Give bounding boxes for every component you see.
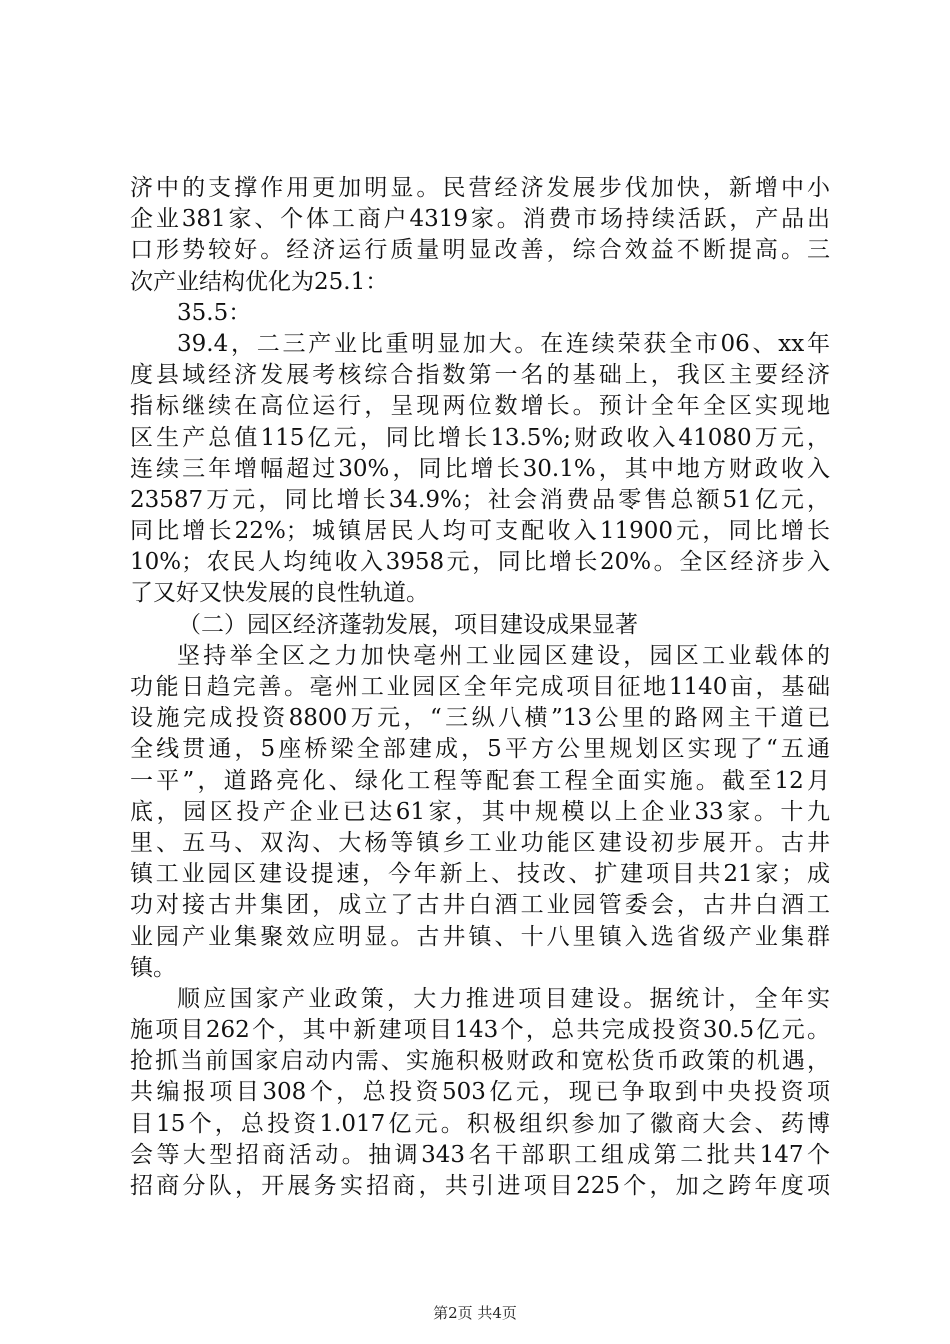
text-line: 里、五马、双沟、大杨等镇乡工业功能区建设初步展开。古井 — [130, 829, 830, 856]
text-line: 全线贯通，5座桥梁全部建成，5平方公里规划区实现了“五通 — [130, 736, 830, 763]
text-line: 镇工业园区建设提速，今年新上、技改、扩建项目共21家；成 — [130, 861, 830, 888]
page-number-label: 第2页 共4页 — [433, 1304, 517, 1322]
text-line: 度县域经济发展考核综合指数第一名的基础上，我区主要经济 — [130, 362, 830, 389]
text-line: 会等大型招商活动。抽调343名干部职工组成第二批共147个 — [130, 1141, 830, 1168]
text-line: 底，园区投产企业已达61家，其中规模以上企业33家。十九 — [130, 798, 830, 825]
text-line: 顺应国家产业政策，大力推进项目建设。据统计，全年实 — [177, 985, 830, 1012]
text-line: 指标继续在高位运行，呈现两位数增长。预计全年全区实现地 — [130, 393, 830, 420]
text-line: 共编报项目308个，总投资503亿元，现已争取到中央投资项 — [130, 1079, 830, 1106]
page-footer — [0, 1302, 950, 1323]
text-line: 口形势较好。经济运行质量明显改善，综合效益不断提高。三 — [130, 237, 830, 264]
text-line: 了又好又快发展的良性轨道。 — [130, 580, 429, 607]
text-line: 同比增长22%；城镇居民人均可支配收入11900元，同比增长 — [130, 518, 830, 545]
text-line: 镇。 — [130, 954, 176, 981]
text-line: 23587万元，同比增长34.9%；社会消费品零售总额51亿元， — [130, 486, 830, 513]
document-body — [130, 173, 830, 1202]
text-line: 39.4，二三产业比重明显加大。在连续荣获全市06、xx年 — [177, 330, 830, 357]
text-line: 功能日趋完善。亳州工业园区全年完成项目征地1140亩，基础 — [130, 674, 830, 700]
text-line: 35.5： — [177, 299, 252, 326]
text-line: 设施完成投资8800万元，“三纵八横”13公里的路网主干道已 — [130, 705, 830, 732]
text-line: 10%；农民人均纯收入3958元，同比增长20%。全区经济步入 — [130, 549, 830, 576]
text-line: 招商分队，开展务实招商，共引进项目225个，加之跨年度项 — [130, 1173, 830, 1199]
text-line: 连续三年增幅超过30%，同比增长30.1%，其中地方财政收入 — [130, 455, 830, 482]
text-line: 济中的支撑作用更加明显。民营经济发展步伐加快，新增中小 — [130, 175, 830, 201]
text-line: 业园产业集聚效应明显。古井镇、十八里镇入选省级产业集群 — [130, 923, 830, 950]
text-line: 次产业结构优化为25.1： — [130, 268, 389, 295]
text-line: 区生产总值115亿元，同比增长13.5%;财政收入41080万元， — [130, 424, 830, 451]
text-line: 坚持举全区之力加快亳州工业园区建设，园区工业载体的 — [177, 642, 830, 669]
section-heading: （二）园区经济蓬勃发展，项目建设成果显著 — [178, 611, 638, 638]
text-line: 抢抓当前国家启动内需、实施积极财政和宽松货币政策的机遇， — [130, 1048, 830, 1075]
text-line: 一平”，道路亮化、绿化工程等配套工程全面实施。截至12月 — [130, 767, 830, 794]
text-line: 施项目262个，其中新建项目143个，总共完成投资30.5亿元。 — [130, 1017, 830, 1044]
text-line: 企业381家、个体工商户4319家。消费市场持续活跃，产品出 — [130, 206, 830, 233]
text-line: 功对接古井集团，成立了古井白酒工业园管委会，古井白酒工 — [130, 892, 830, 919]
text-line: 目15个，总投资1.017亿元。积极组织参加了徽商大会、药博 — [130, 1110, 830, 1137]
